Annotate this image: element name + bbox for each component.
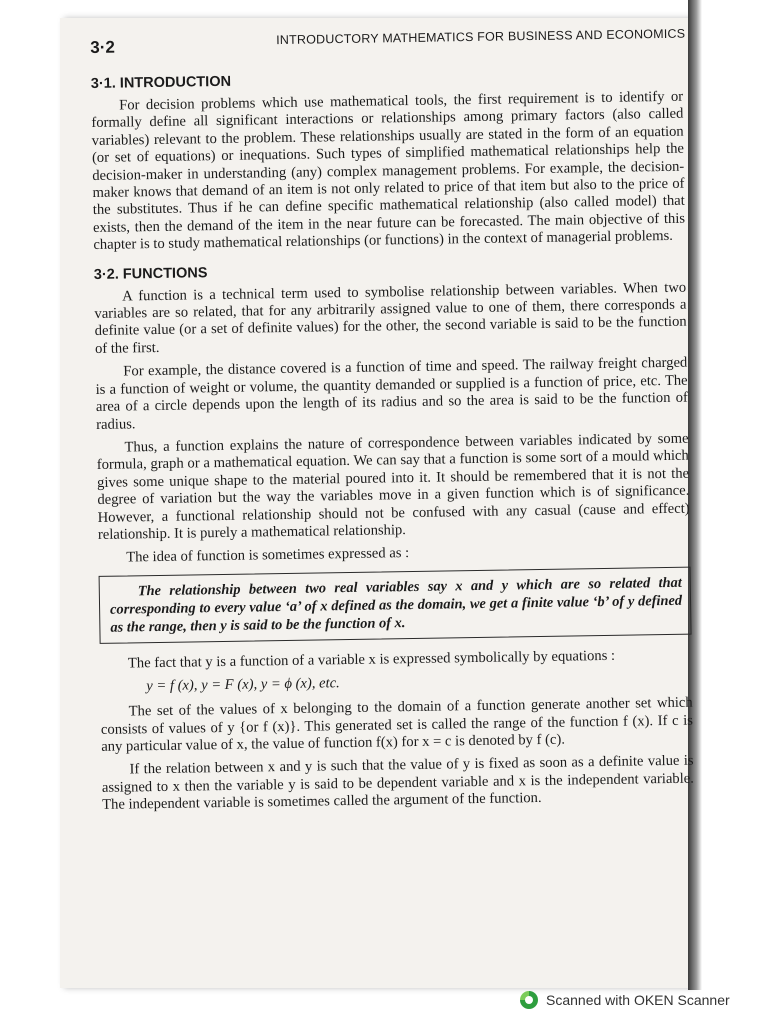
- functions-paragraph-3: Thus, a function explains the nature of correspondence between variables indicated by some formula, graph or a mathematical equation. We can say that a function is some sort of a mould which gives some unique shape to the material poured into it. It should be remembered that it is not the degree of variation but the way the variables move in a given function which is of significance. However, a functional relationship should not be confused with any casual (cause and effect) relationship. It is purely a mathematical relationship.: [96, 430, 690, 543]
- intro-paragraph: For decision problems which use mathematical tools, the first requirement is to identify or formally define all significant interactions or relationships among primary factors (also called variables) relevant to the problem. These relationships usually are stated in the form of an equation (or set of equations) or inequations. Such types of simplified mathematical relationships help the decision-maker in understanding (any) complex management problems. For example, the decision-maker knows that demand of an item is not only related to price of that item but also to the price of the substitutes. Thus if he can define specific mathematical relationship (also called model) that exists, then the demand of the item in the near future can be forecasted. The main objective of this chapter is to study mathematical relationships (or functions) in the context of managerial problems.: [91, 88, 686, 254]
- scanner-watermark: [520, 988, 730, 1012]
- functions-paragraph-2: For example, the distance covered is a function of time and speed. The railway freight charged is a function of weight or volume, the quantity demanded or supplied is a function of price, etc. The area of a circle depends upon the length of its radius and so the area is said to be the function of radius.: [95, 354, 688, 433]
- running-head: INTRODUCTORY MATHEMATICS FOR BUSINESS AND ECONOMICS: [276, 26, 686, 48]
- functions-paragraph-4: The idea of function is sometimes expressed as :: [126, 545, 410, 566]
- range-paragraph: The set of the values of x belonging to the domain of a function generate another set which consists of values of y {or f (x)}. This generated set is called the range of the function f (x). If c is any particular value of x, the value of function f(x) for x = c is denoted by f (c).: [100, 694, 694, 755]
- section-heading-introduction: 3·1. INTRODUCTION: [90, 73, 232, 92]
- page-content: [90, 21, 694, 821]
- definition-box: The relationship between two real variables say x and y which are so related that corresponding to every value ‘a’ of x defined as the domain, we get a finite value ‘b’ of y defined as the range, then y is said to be the function of x.: [99, 566, 692, 643]
- oken-scanner-logo-icon: [520, 991, 538, 1009]
- dependent-variable-paragraph: If the relation between x and y is such that the value of y is fixed as soon as a definite value is assigned to x then the variable y is said to be dependent variable and x is the independent variable. The independent variable is sometimes called the argument of the function.: [101, 752, 694, 814]
- functions-paragraph-1: A function is a technical term used to symbolise relationship between variables. When two variables are so related, that for any arbitrarily assigned value to one of them, there corresponds a definite value (or a set of definite values) for the other, the second variable is said to be the function of the first.: [94, 279, 687, 357]
- symbolic-equation-line: [100, 670, 692, 696]
- section-heading-functions: 3·2. FUNCTIONS: [93, 264, 208, 283]
- symbolic-intro-paragraph: The fact that y is a function of a variable x is expressed symbolically by equations :: [127, 647, 616, 672]
- symbolic-equation: y = f (x), y = F (x), y = ϕ (x), etc.: [146, 675, 340, 695]
- page-number: 3·2: [90, 37, 115, 57]
- scanner-text: Scanned with OKEN Scanner: [546, 992, 730, 1008]
- page-gutter-shadow: [688, 0, 702, 990]
